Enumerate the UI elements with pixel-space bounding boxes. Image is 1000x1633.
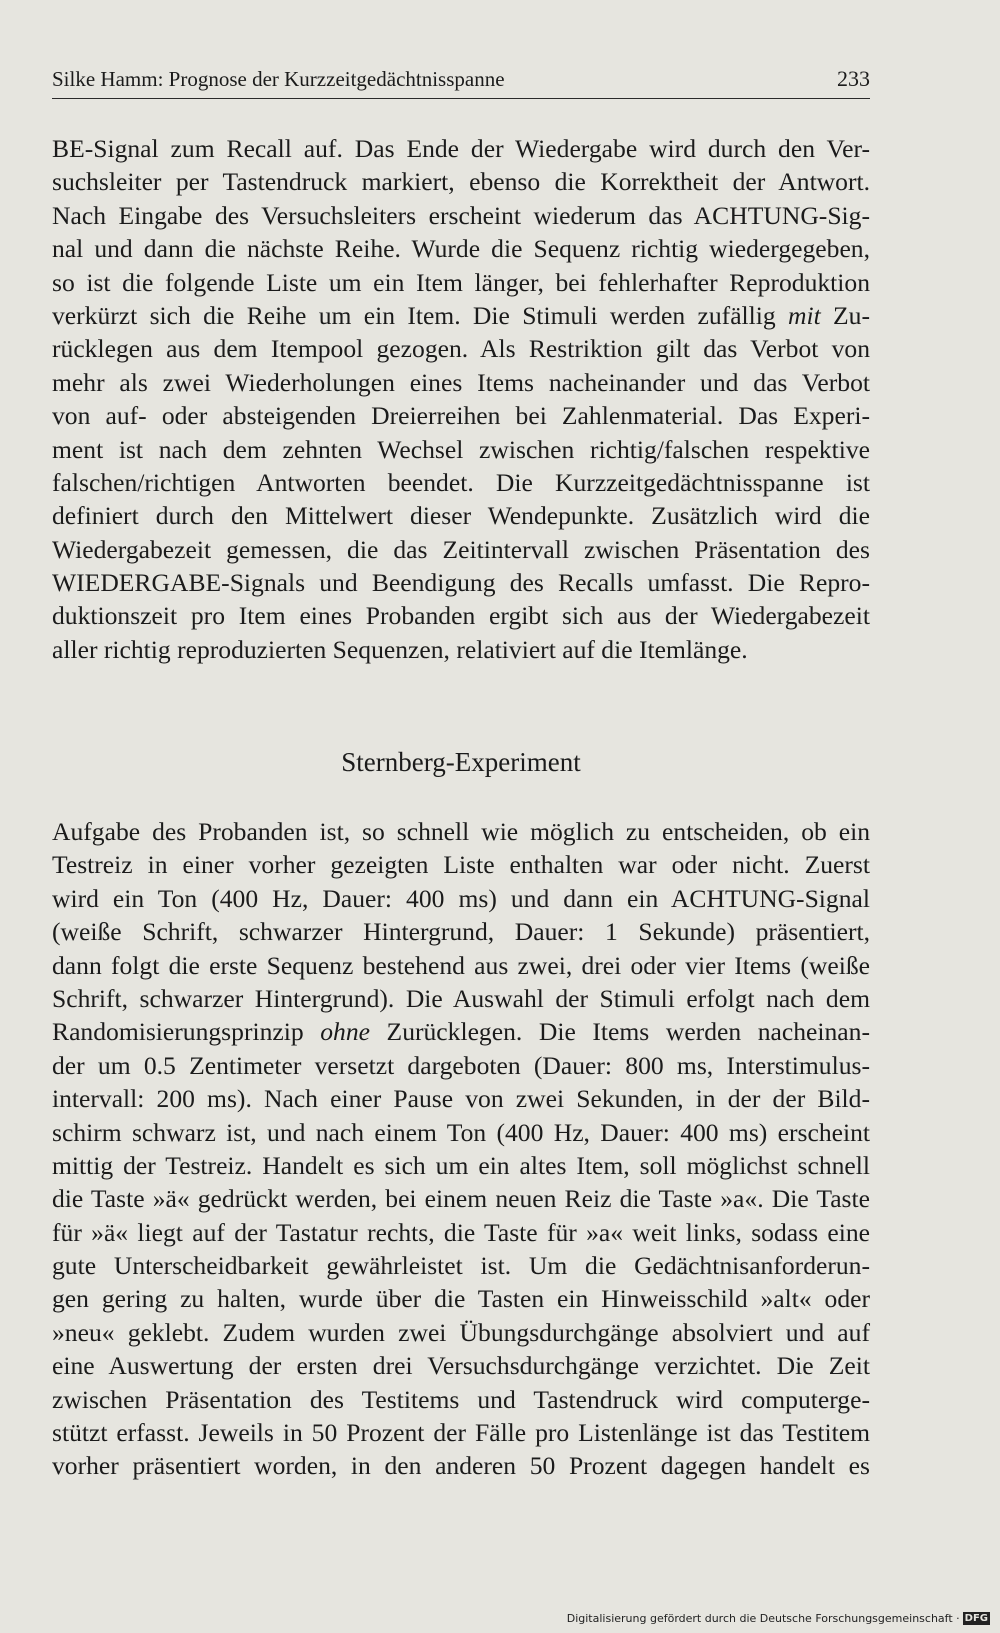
- text-line: WIEDERGABE-Signals und Beendigung des Recalls umfasst. Die Repro-: [52, 568, 870, 598]
- text-line: die Taste »ä« gedrückt werden, bei einem neuen Reiz die Taste »a«. Die Taste: [52, 1184, 870, 1214]
- text-line: von auf- oder absteigenden Dreierreihen bei Zahlenmaterial. Das Experi-: [52, 401, 870, 431]
- text-segment: Zurücklegen. Die Items werden nacheinan-: [369, 1017, 870, 1047]
- text-line: schirm schwarz ist, und nach einem Ton (400 Hz, Dauer: 400 ms) erscheint: [52, 1117, 870, 1147]
- paragraph-sternberg-procedure: [52, 815, 870, 1483]
- text-line: ment ist nach dem zehnten Wechsel zwischen richtig/falschen respektive: [52, 434, 870, 464]
- digitization-credit: [567, 1612, 990, 1625]
- text-line: gute Unterscheidbarkeit gewährleistet ist. Um die Gedächtnisanforderun-: [52, 1251, 870, 1281]
- text-line: Aufgabe des Probanden ist, so schnell wie möglich zu entscheiden, ob ein: [52, 817, 870, 846]
- paragraph-recall-procedure: [52, 132, 870, 666]
- text-line: definiert durch den Mittelwert dieser Wendepunkte. Zusätzlich wird die: [52, 501, 870, 531]
- text-line: aller richtig reproduzierten Sequenzen, relativiert auf die Itemlänge.: [52, 634, 748, 664]
- text-line: (weiße Schrift, schwarzer Hintergrund, Dauer: 1 Sekunde) präsentiert,: [52, 917, 870, 947]
- italic-word: ohne: [320, 1017, 370, 1047]
- text-line: intervall: 200 ms). Nach einer Pause von zwei Sekunden, in der der Bild-: [52, 1084, 870, 1114]
- text-line: Wiedergabezeit gemessen, die das Zeitintervall zwischen Präsentation des: [52, 534, 870, 564]
- text-line: gen gering zu halten, wurde über die Tasten ein Hinweisschild »alt« oder: [52, 1284, 870, 1314]
- text-line: dann folgt die erste Sequenz bestehend aus zwei, drei oder vier Items (weiße: [52, 950, 870, 980]
- text-line: BE-Signal zum Recall auf. Das Ende der Wiedergabe wird durch den Ver-: [52, 134, 870, 163]
- text-line: suchsleiter per Tastendruck markiert, ebenso die Korrektheit der Antwort.: [52, 167, 870, 197]
- text-line: rücklegen aus dem Itempool gezogen. Als Restriktion gilt das Verbot von: [52, 334, 870, 364]
- page-number: 233: [837, 66, 870, 91]
- text-line: zwischen Präsentation des Testitems und Tastendruck wird computerge-: [52, 1384, 870, 1414]
- text-segment: Zu-: [820, 300, 871, 330]
- text-line: so ist die folgende Liste um ein Item länger, bei fehlerhafter Reproduktion: [52, 267, 870, 297]
- text-line: Nach Eingabe des Versuchsleiters erscheint wiederum das ACHTUNG-Sig-: [52, 200, 870, 230]
- text-line: falschen/richtigen Antworten beendet. Die Kurzzeitgedächtnisspanne ist: [52, 467, 870, 497]
- text-line: stützt erfasst. Jeweils in 50 Prozent der Fälle pro Listenlänge ist das Testitem: [52, 1418, 870, 1448]
- text-line: der um 0.5 Zentimeter versetzt dargeboten (Dauer: 800 ms, Interstimulus-: [52, 1050, 870, 1080]
- running-header: [52, 64, 870, 99]
- text-line: duktionszeit pro Item eines Probanden ergibt sich aus der Wiedergabezeit: [52, 601, 870, 631]
- text-line: nal und dann die nächste Reihe. Wurde die Sequenz richtig wiedergegeben,: [52, 234, 870, 264]
- text-line: eine Auswertung der ersten drei Versuchsdurchgänge verzichtet. Die Zeit: [52, 1351, 870, 1381]
- text-line: für »ä« liegt auf der Tastatur rechts, die Taste für »a« weit links, sodass eine: [52, 1217, 870, 1247]
- text-line: [52, 1015, 870, 1048]
- text-line: wird ein Ton (400 Hz, Dauer: 400 ms) und dann ein ACHTUNG-Signal: [52, 883, 870, 913]
- running-title: Silke Hamm: Prognose der Kurzzeitgedächtnisspanne: [52, 67, 505, 91]
- text-line: [52, 299, 870, 332]
- text-line: vorher präsentiert worden, in den anderen 50 Prozent dagegen handelt es: [52, 1451, 870, 1481]
- text-line: »neu« geklebt. Zudem wurden zwei Übungsdurchgänge absolviert und auf: [52, 1317, 870, 1347]
- text-line: Testreiz in einer vorher gezeigten Liste enthalten war oder nicht. Zuerst: [52, 850, 870, 880]
- credit-text: Digitalisierung gefördert durch die Deutsche Forschungsgemeinschaft ·: [566, 1612, 960, 1625]
- text-line: mehr als zwei Wiederholungen eines Items nacheinander und das Verbot: [52, 367, 870, 397]
- text-line: mittig der Testreiz. Handelt es sich um ein altes Item, soll möglichst schnell: [52, 1150, 870, 1180]
- section-heading: Sternberg-Experiment: [341, 747, 581, 777]
- italic-word: mit: [788, 300, 821, 330]
- dfg-logo: DFG: [964, 1613, 988, 1624]
- text-segment: verkürzt sich die Reihe um ein Item. Die Stimuli werden zufällig: [52, 300, 789, 330]
- text-segment: Randomisierungsprinzip: [52, 1017, 321, 1047]
- text-line: Schrift, schwarzer Hintergrund). Die Auswahl der Stimuli erfolgt nach dem: [52, 983, 870, 1013]
